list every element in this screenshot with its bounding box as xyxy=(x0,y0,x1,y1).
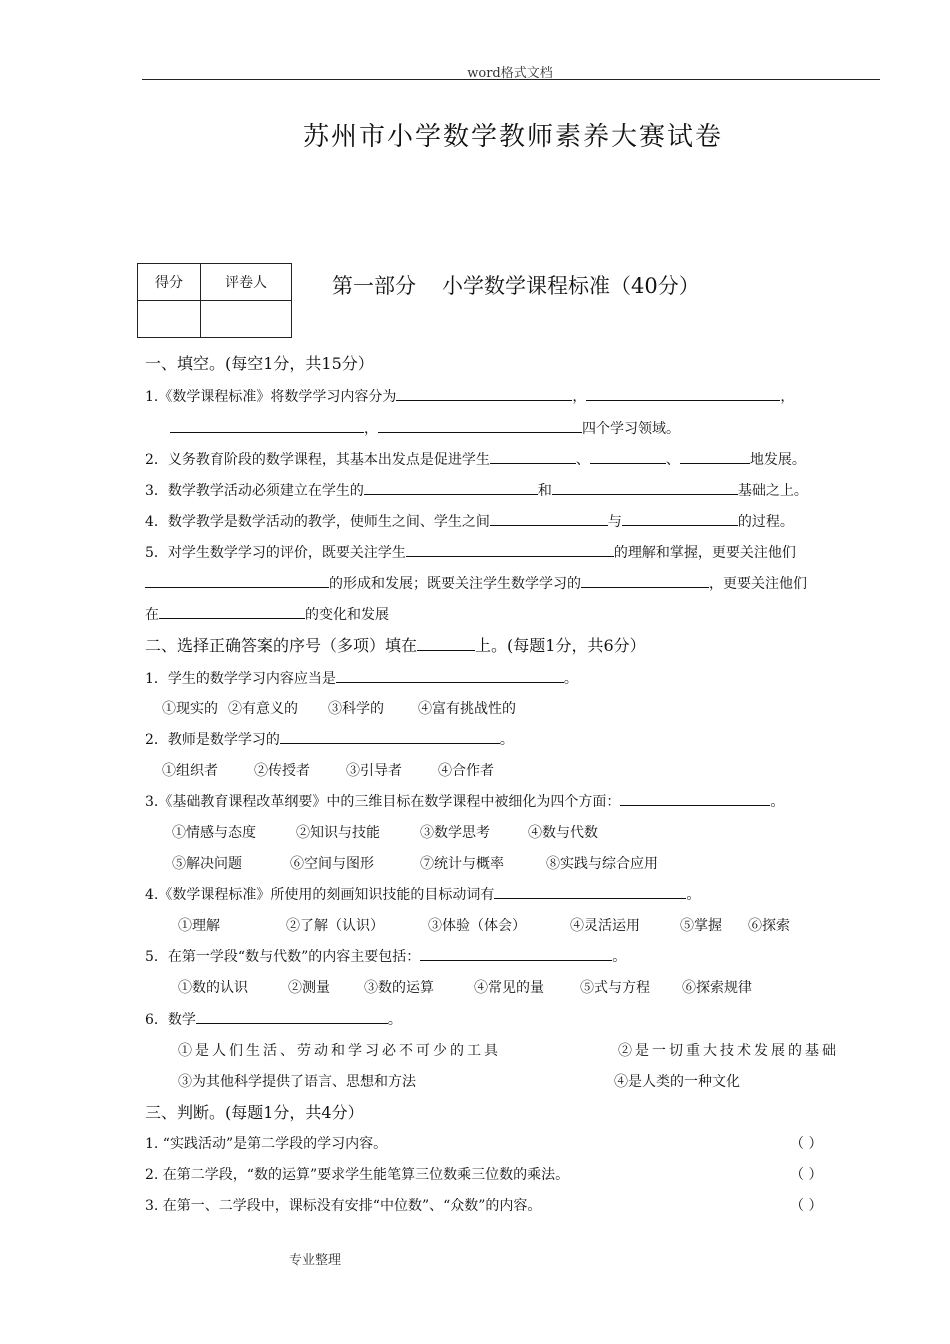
option[interactable]: ③科学的 xyxy=(328,701,384,717)
s2-q1-options xyxy=(162,698,516,718)
s2-q2-text: 2．教师是数学学习的 xyxy=(145,732,280,748)
section2-heading xyxy=(145,633,646,656)
s1-q1-line1 xyxy=(145,386,794,406)
s2-q1-blank[interactable] xyxy=(336,669,564,683)
comma: ， xyxy=(572,389,587,405)
s1-q1-text: 1.《数学课程标准》将数学学习内容分为 xyxy=(145,389,397,405)
period: 。 xyxy=(770,794,785,810)
s1-q5-blank3[interactable] xyxy=(581,574,709,588)
page-footer-text: 专业整理 xyxy=(289,1253,342,1268)
s1-q3-text: 3．数学教学活动必须建立在学生的 xyxy=(145,483,364,499)
option[interactable]: ⑤式与方程 xyxy=(580,980,650,996)
period: 。 xyxy=(563,671,578,687)
s2-q1 xyxy=(145,668,578,688)
section1-heading: 一、填空。(每空1分，共15分） xyxy=(145,354,374,373)
period: 。 xyxy=(686,887,701,903)
option[interactable]: ④常见的量 xyxy=(474,980,544,996)
s2-q2-blank[interactable] xyxy=(280,730,500,744)
s1-q5-line3 xyxy=(145,604,389,624)
option[interactable]: ③为其他科学提供了语言、思想和方法 xyxy=(178,1074,416,1090)
s2-q4-text: 4.《数学课程标准》所使用的刻画知识技能的目标动词有 xyxy=(145,887,495,903)
s2-q4-options xyxy=(178,915,790,935)
s2-q2 xyxy=(145,729,514,749)
and: 和 xyxy=(537,483,552,499)
s1-q4-blank2[interactable] xyxy=(622,512,738,526)
period: 。 xyxy=(387,1012,402,1028)
s3-item-1: 1. “实践活动”是第二学段的学习内容。 xyxy=(145,1136,388,1152)
s1-q5-text-b: 的理解和掌握，更要关注他们 xyxy=(613,545,796,561)
comma: ， xyxy=(364,421,378,437)
s2-q3-blank[interactable] xyxy=(620,792,770,806)
option[interactable]: ①情感与态度 xyxy=(172,825,256,841)
s1-q4 xyxy=(145,511,794,531)
s1-q1-line2 xyxy=(170,418,680,438)
and: 与 xyxy=(607,514,622,530)
s1-q3 xyxy=(145,480,808,500)
s1-q4-end: 的过程。 xyxy=(737,514,794,530)
option[interactable]: ③体验（体会） xyxy=(428,918,526,934)
s1-q5-line2 xyxy=(145,573,807,593)
option[interactable]: ⑥探索 xyxy=(748,918,790,934)
comma: ， xyxy=(780,389,795,405)
grader-label: 评卷人 xyxy=(201,264,292,301)
s1-q5-blank1[interactable] xyxy=(406,543,614,557)
option[interactable]: ①组织者 xyxy=(162,763,218,779)
s1-q1-end: 四个学习领域。 xyxy=(582,421,680,437)
s2-q4 xyxy=(145,884,700,904)
s2-q5-text: 5．在第一学段“数与代数”的内容主要包括： xyxy=(145,949,421,965)
section3-heading: 三、判断。(每题1分，共4分） xyxy=(145,1103,364,1122)
option[interactable]: ⑦统计与概率 xyxy=(420,856,504,872)
option[interactable]: ④合作者 xyxy=(438,763,494,779)
s1-q5-line1 xyxy=(145,542,796,562)
s1-q1-blank4[interactable] xyxy=(378,419,582,433)
option[interactable]: ④数与代数 xyxy=(528,825,598,841)
s1-q5-text-f: 的变化和发展 xyxy=(305,607,389,623)
s1-q2-blank3[interactable] xyxy=(680,450,750,464)
s1-q1-blank2[interactable] xyxy=(586,387,780,401)
option[interactable]: ⑥空间与图形 xyxy=(290,856,374,872)
sep: 、 xyxy=(575,452,590,468)
s1-q2 xyxy=(145,449,806,469)
option[interactable]: ⑥探索规律 xyxy=(682,980,752,996)
score-table xyxy=(137,263,292,338)
option[interactable]: ①理解 xyxy=(178,918,220,934)
s1-q2-end: 地发展。 xyxy=(749,452,806,468)
s1-q5-text-e: 在 xyxy=(145,607,159,623)
s1-q2-blank1[interactable] xyxy=(490,450,576,464)
answer-bracket[interactable]: （ ） xyxy=(790,1167,823,1183)
page-header-text: word格式文档 xyxy=(467,66,553,81)
s1-q1-blank1[interactable] xyxy=(396,387,572,401)
s1-q5-text: 5．对学生数学学习的评价，既要关注学生 xyxy=(145,545,406,561)
s3-item-3: 3. 在第一、二学段中，课标没有安排“中位数”、“众数”的内容。 xyxy=(145,1198,542,1214)
answer-bracket[interactable]: （ ） xyxy=(790,1198,823,1214)
option[interactable]: ⑤掌握 xyxy=(680,918,722,934)
s2-q6 xyxy=(145,1009,402,1029)
sep: 、 xyxy=(665,452,680,468)
s2-q5 xyxy=(145,946,626,966)
s2-q3 xyxy=(145,791,784,811)
option[interactable]: ②知识与技能 xyxy=(296,825,380,841)
option[interactable]: ②是一切重大技术发展的基础 xyxy=(618,1043,839,1059)
s2-q6-blank[interactable] xyxy=(196,1010,388,1024)
option[interactable]: ③引导者 xyxy=(346,763,402,779)
option[interactable]: ②有意义的 xyxy=(228,701,298,717)
part-label: 第一部分 xyxy=(332,274,416,298)
answer-bracket[interactable]: （ ） xyxy=(790,1136,823,1152)
option[interactable]: ⑧实践与综合应用 xyxy=(546,856,658,872)
s2-q3-text: 3.《基础教育课程改革纲要》中的三维目标在数学课程中被细化为四个方面： xyxy=(145,794,621,810)
s1-q3-blank1[interactable] xyxy=(364,481,538,495)
option[interactable]: ⑤解决问题 xyxy=(172,856,242,872)
s1-q4-blank1[interactable] xyxy=(490,512,608,526)
option[interactable]: ②了解（认识） xyxy=(286,918,384,934)
option[interactable]: ①是人们生活、劳动和学习必不可少的工具 xyxy=(178,1043,501,1059)
s1-q5-text-d: ，更要关注他们 xyxy=(709,576,807,592)
part-name: 小学数学课程标准（40分） xyxy=(442,274,700,298)
s1-q2-text: 2．义务教育阶段的数学课程，其基本出发点是促进学生 xyxy=(145,452,490,468)
grader-cell[interactable] xyxy=(201,301,292,338)
s1-q3-end: 基础之上。 xyxy=(737,483,808,499)
s1-q3-blank2[interactable] xyxy=(552,481,738,495)
score-cell[interactable] xyxy=(138,301,201,338)
s2-heading-blank xyxy=(417,636,475,651)
s1-q2-blank2[interactable] xyxy=(590,450,666,464)
option[interactable]: ②测量 xyxy=(288,980,330,996)
s2-q5-blank[interactable] xyxy=(420,947,612,961)
option[interactable]: ①数的认识 xyxy=(178,980,248,996)
s2-q3-options-row2 xyxy=(172,853,658,873)
s2-heading-a: 二、选择正确答案的序号（多项）填在 xyxy=(145,636,418,655)
s2-q3-options-row1 xyxy=(172,822,598,842)
s1-q5-text-c: 的形成和发展；既要关注学生数学学习的 xyxy=(329,576,581,592)
option[interactable]: ④灵活运用 xyxy=(570,918,640,934)
s2-q6-options-row2 xyxy=(178,1071,740,1091)
period: 。 xyxy=(499,732,514,748)
s1-q5-blank2[interactable] xyxy=(145,574,329,588)
option[interactable]: ④富有挑战性的 xyxy=(418,701,516,717)
option[interactable]: ③数的运算 xyxy=(364,980,434,996)
period: 。 xyxy=(612,949,627,965)
exam-title: 苏州市小学数学教师素养大赛试卷 xyxy=(302,122,723,152)
s2-heading-b: 上。(每题1分，共6分） xyxy=(475,636,646,655)
s2-q2-options xyxy=(162,760,494,780)
header-rule xyxy=(142,79,880,80)
s2-q4-blank[interactable] xyxy=(494,885,686,899)
option[interactable]: ①现实的 xyxy=(162,701,218,717)
s1-q4-text: 4．数学教学是数学活动的教学，使师生之间、学生之间 xyxy=(145,514,490,530)
s2-q6-options-row1 xyxy=(178,1040,839,1060)
s1-q1-blank3[interactable] xyxy=(170,419,364,433)
s1-q5-blank4[interactable] xyxy=(159,605,305,619)
s2-q1-text: 1．学生的数学学习内容应当是 xyxy=(145,671,336,687)
s2-q5-options xyxy=(178,977,752,997)
s3-item-2: 2. 在第二学段，“数的运算”要求学生能笔算三位数乘三位数的乘法。 xyxy=(145,1167,570,1183)
part-title xyxy=(332,270,700,300)
option[interactable]: ③数学思考 xyxy=(420,825,490,841)
option[interactable]: ④是人类的一种文化 xyxy=(614,1074,740,1090)
score-label: 得分 xyxy=(138,264,201,301)
option[interactable]: ②传授者 xyxy=(254,763,310,779)
s2-q6-text: 6．数学 xyxy=(145,1012,196,1028)
